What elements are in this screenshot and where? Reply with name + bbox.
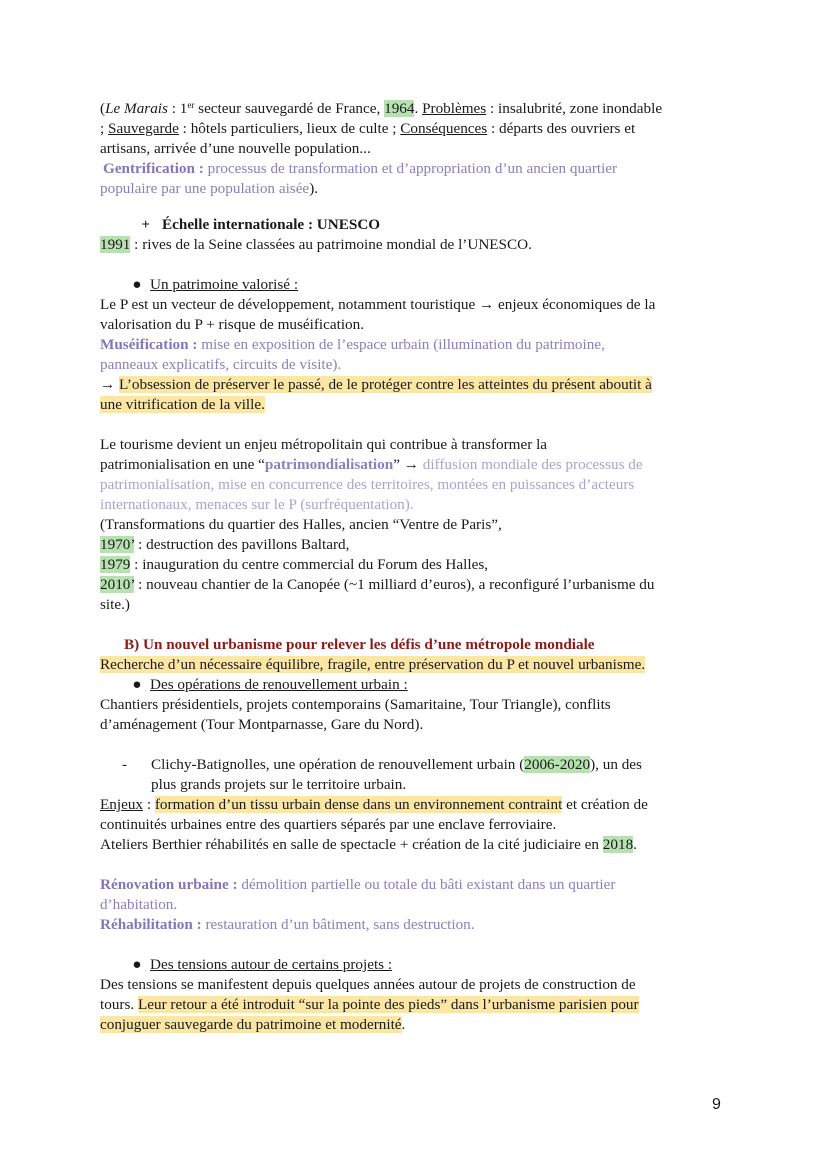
tensions-section bbox=[100, 955, 725, 1035]
text-line: 1970’ : destruction des pavillons Baltard, bbox=[100, 536, 350, 553]
text-line: une vitrification de la ville. bbox=[100, 396, 265, 413]
tourisme-paragraph bbox=[100, 435, 725, 615]
text-line: (Transformations du quartier des Halles, ancien “Ventre de Paris”, bbox=[100, 516, 502, 533]
text-line: d’aménagement (Tour Montparnasse, Gare du Nord). bbox=[100, 716, 424, 733]
text-line: artisans, arrivée d’une nouvelle population... bbox=[100, 140, 371, 157]
patrimoine-valorise-section bbox=[100, 275, 725, 415]
date-highlight: 1964 bbox=[384, 100, 415, 117]
text-line: internationaux, menaces sur le P (surfréquentation). bbox=[100, 496, 414, 513]
text-line: tours. Leur retour a été introduit “sur la pointe des pieds” dans l’urbanisme parisien pour bbox=[100, 996, 639, 1013]
text-line: → L’obsession de préserver le passé, de le protéger contre les atteintes du présent aboutit à bbox=[100, 376, 652, 393]
text-line: Chantiers présidentiels, projets contemporains (Samaritaine, Tour Triangle), conflits bbox=[100, 696, 611, 713]
text-line: patrimonialisation en une “patrimondialisation” → diffusion mondiale des processus de bbox=[100, 456, 643, 473]
bullet-icon: ● bbox=[132, 956, 142, 973]
text-line: ; Sauvegarde : hôtels particuliers, lieux de culte ; Conséquences : départs des ouvriers et bbox=[100, 120, 636, 137]
text-line: 2010’ : nouveau chantier de la Canopée (~1 milliard d’euros), a reconfiguré l’urbanisme du bbox=[100, 576, 655, 593]
text-line: Enjeux : formation d’un tissu urbain dense dans un environnement contraint et création de bbox=[100, 796, 648, 813]
text-line: plus grands projets sur le territoire urbain. bbox=[151, 776, 407, 793]
text-line: Le tourisme devient un enjeu métropolitain qui contribue à transformer la bbox=[100, 436, 548, 453]
bullet-icon: ● bbox=[132, 276, 142, 293]
text-line: Des tensions se manifestent depuis quelques années autour de projets de construction de bbox=[100, 976, 636, 993]
text-line: 1991 : rives de la Seine classées au patrimoine mondial de l’UNESCO. bbox=[100, 236, 532, 253]
bullet-heading: ● Des tensions autour de certains projets : bbox=[100, 955, 725, 975]
text-line: 1979 : inauguration du centre commercial du Forum des Halles, bbox=[100, 556, 489, 573]
marais-paragraph bbox=[100, 95, 725, 199]
definitions-block bbox=[100, 875, 725, 935]
page-number: 9 bbox=[712, 1096, 721, 1113]
text-line: valorisation du P + risque de muséification. bbox=[100, 316, 365, 333]
text-line: populaire par une population aisée). bbox=[100, 180, 319, 197]
dash-item: - Clichy-Batignolles, une opération de renouvellement urbain (2006-2020), un des bbox=[122, 756, 642, 773]
text-line: site.) bbox=[100, 596, 130, 613]
text-line: Recherche d’un nécessaire équilibre, fragile, entre préservation du P et nouvel urbanisme. bbox=[100, 656, 646, 673]
bullet-heading: ● Un patrimoine valorisé : bbox=[100, 275, 725, 295]
text-line: Le P est un vecteur de développement, notamment touristique → enjeux économiques de la bbox=[100, 296, 656, 313]
bullet-heading: ● Des opérations de renouvellement urbain : bbox=[100, 675, 725, 695]
definition-rehabilitation: Réhabilitation : restauration d’un bâtiment, sans destruction. bbox=[100, 916, 475, 933]
definition-gentrification: Gentrification : processus de transformation et d’appropriation d’un ancien quartier bbox=[103, 160, 618, 177]
definition-renovation: Rénovation urbaine : démolition partielle ou totale du bâti existant dans un quartier bbox=[100, 876, 616, 893]
definition-museification: Muséification : mise en exposition de l’espace urbain (illumination du patrimoine, bbox=[100, 336, 605, 353]
text-line: patrimonialisation, mise en concurrence des territoires, montées en puissances d’acteurs bbox=[100, 476, 635, 493]
clichy-section bbox=[100, 755, 725, 855]
subheading-unesco: + Échelle internationale : UNESCO bbox=[141, 216, 381, 233]
section-b bbox=[100, 635, 725, 735]
text-line: panneaux explicatifs, circuits de visite). bbox=[100, 356, 342, 373]
text-line: d’habitation. bbox=[100, 896, 178, 913]
bullet-icon: ● bbox=[132, 676, 142, 693]
text-line: continuités urbaines entre des quartiers séparés par une enclave ferroviaire. bbox=[100, 816, 557, 833]
unesco-section bbox=[100, 215, 725, 255]
text-line: Ateliers Berthier réhabilités en salle de spectacle + création de la cité judiciaire en 2018. bbox=[100, 836, 637, 853]
text-line: (Le Marais : 1er secteur sauvegardé de France, 1964. Problèmes : insalubrité, zone inondable bbox=[100, 100, 663, 117]
section-heading: B) Un nouvel urbanisme pour relever les défis d’une métropole mondiale bbox=[124, 636, 595, 653]
text-line: conjuguer sauvegarde du patrimoine et modernité. bbox=[100, 1016, 406, 1033]
